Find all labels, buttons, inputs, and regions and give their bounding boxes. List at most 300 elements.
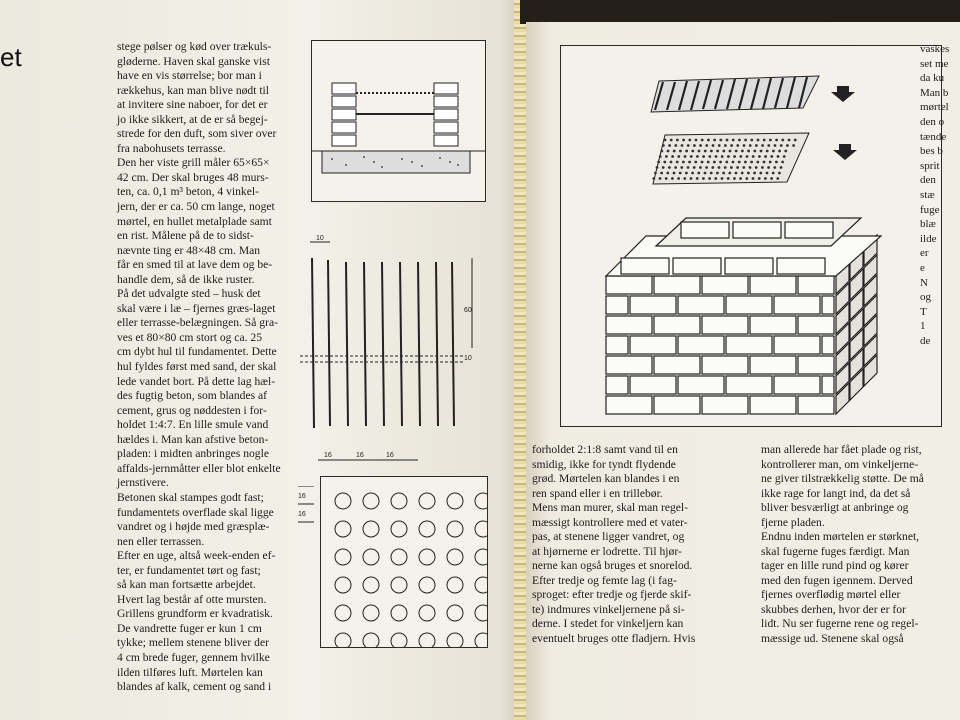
plate-dot — [761, 144, 764, 147]
plate-dot — [772, 150, 775, 153]
brick — [774, 296, 820, 314]
text-line: ilden tilføres luft. Mørtelen kan — [117, 665, 263, 679]
plate-dot — [750, 161, 753, 164]
text-line: en rist. Målene på de to sidst- — [117, 229, 254, 243]
plate-dot — [676, 139, 679, 142]
plate-dot — [741, 172, 744, 175]
plate-dot — [781, 161, 784, 164]
plate-dot — [664, 139, 667, 142]
brick — [606, 316, 652, 334]
plate-hole — [447, 549, 463, 565]
text-line: ikke rage for langt ind, da det så — [761, 486, 911, 500]
plate-dot — [660, 150, 663, 153]
text-line: 42 cm. Der skal bruges 48 murs- — [117, 170, 269, 184]
background-table — [520, 0, 960, 24]
plate-dot — [687, 166, 690, 169]
brick — [798, 316, 834, 334]
text-line: ne giver tilstrækkelig støtte. De må — [761, 472, 924, 485]
text-line: at hjørnerne er lodrette. Til hjør- — [532, 544, 682, 558]
plate-dot — [769, 139, 772, 142]
plate-dot — [679, 172, 682, 175]
brick — [750, 356, 796, 374]
text-line: Efter en uge, altså week-enden ef- — [117, 549, 276, 563]
text-line: blandes af kalk, cement og sand i — [117, 680, 272, 694]
side-label-a: 16 — [298, 493, 306, 500]
plate-hole — [475, 549, 487, 565]
text-line: rækkehus, kan man blive nødt til — [117, 83, 269, 97]
text-line: mørtel — [920, 101, 949, 114]
height-10-label: 10 — [464, 355, 472, 362]
brick — [702, 316, 748, 334]
plate-dot — [736, 144, 739, 147]
grill-illustration — [560, 45, 942, 427]
plate-dot — [735, 172, 738, 175]
plate-dot — [738, 139, 741, 142]
plate-dot — [739, 177, 742, 180]
text-line: strede for den duft, som siver over — [117, 127, 277, 141]
brick — [606, 336, 628, 354]
plate-dot — [727, 177, 730, 180]
text-line: smidig, ikke for tyndt flydende — [532, 457, 676, 471]
plate-hole — [335, 493, 351, 509]
text-line: 4 cm brede fuger, gennem hvilke — [117, 650, 270, 664]
plate-dot — [767, 144, 770, 147]
plate-dot — [783, 155, 786, 158]
plate-dot — [659, 177, 662, 180]
text-line: affalds-jernmåtter eller blot enkelte — [117, 461, 281, 475]
plate-hole — [419, 577, 435, 593]
plate-dot — [774, 144, 777, 147]
brick — [733, 222, 781, 238]
plate-dot — [732, 161, 735, 164]
plate-dot — [735, 150, 738, 153]
text-line: ves et 80×80 cm stort og ca. 25 — [117, 330, 262, 344]
plate-dot — [713, 161, 716, 164]
text-line: man allerede har fået plade og rist, — [761, 443, 922, 456]
plate-dot — [752, 155, 755, 158]
brick — [798, 356, 834, 374]
text-line: kontrollerer man, om vinkeljerne- — [761, 457, 919, 471]
plate-hole — [391, 549, 407, 565]
plate-hole — [391, 493, 407, 509]
plate-dot — [704, 172, 707, 175]
plate-hole — [475, 577, 487, 593]
plate-dot — [694, 161, 697, 164]
plate-hole — [419, 605, 435, 621]
plate-dot — [747, 172, 750, 175]
plate-dot — [714, 177, 717, 180]
plate-dot — [753, 150, 756, 153]
text-line: sprit — [920, 159, 940, 172]
plate-dot — [780, 166, 783, 169]
plate-hole — [447, 577, 463, 593]
plate-dot — [657, 161, 660, 164]
text-line: bes b — [920, 145, 943, 158]
text-line: ilde — [920, 232, 937, 245]
brick — [822, 336, 834, 354]
plate-dot — [654, 172, 657, 175]
plate-dot — [755, 144, 758, 147]
side-label-b: 16 — [298, 511, 306, 518]
brick — [654, 276, 700, 294]
brick — [726, 376, 772, 394]
plate-dot — [721, 177, 724, 180]
plate-dot — [756, 161, 759, 164]
grill-section-drawing — [312, 41, 485, 201]
plate-hole — [419, 521, 435, 537]
plate-dot — [711, 166, 714, 169]
brick — [621, 258, 669, 274]
plate-dot — [666, 172, 669, 175]
plate-dot — [755, 166, 758, 169]
plate-dot — [766, 172, 769, 175]
plate-side-labels — [294, 486, 316, 526]
spacing-label-2: 16 — [356, 452, 364, 459]
brick — [606, 296, 628, 314]
text-line: fundamentets overflade skal ligge — [117, 505, 274, 519]
plate-dot — [676, 161, 679, 164]
plate-dot — [767, 166, 770, 169]
text-line: da ku — [920, 72, 945, 85]
brick — [606, 276, 652, 294]
plate-dot — [766, 150, 769, 153]
brick — [702, 276, 748, 294]
text-line: vaskes — [920, 43, 950, 55]
plate-dot — [781, 139, 784, 142]
right-page-margin-text — [920, 42, 960, 348]
brick — [750, 396, 796, 414]
plate-dot — [673, 150, 676, 153]
plate-dot — [739, 155, 742, 158]
plate-dot — [707, 161, 710, 164]
plate-hole — [391, 633, 407, 647]
plate-dot — [662, 166, 665, 169]
brick — [798, 276, 834, 294]
brick — [681, 222, 729, 238]
plate-dot — [665, 177, 668, 180]
plate-dot — [671, 155, 674, 158]
plate-dot — [698, 150, 701, 153]
text-line: er — [920, 247, 929, 260]
plate-dot — [682, 161, 685, 164]
text-line: pas, at stenene ligger vandret, og — [532, 530, 685, 543]
text-line: mørtel, en hullet metalplade samt — [117, 214, 272, 228]
plate-dot — [719, 161, 722, 164]
plate-dot — [780, 144, 783, 147]
text-line: Endnu inden mørtelen er størknet, — [761, 530, 920, 543]
brick — [822, 376, 834, 394]
plate-hole — [419, 549, 435, 565]
brick — [654, 356, 700, 374]
height-60-label: 60 — [464, 307, 472, 314]
plate-dot — [722, 150, 725, 153]
plate-dot — [708, 155, 711, 158]
plate-dot — [763, 161, 766, 164]
plate-dot — [663, 161, 666, 164]
text-line: nævnte ting er 48×48 cm. Man — [117, 243, 261, 257]
plate-dot — [745, 177, 748, 180]
plate-dot — [701, 139, 704, 142]
grill-section-diagram — [311, 40, 486, 202]
plate-dot — [691, 150, 694, 153]
text-line: at invitere sine naboer, for det er — [117, 98, 268, 112]
plate-hole — [363, 605, 379, 621]
text-line: den — [920, 174, 936, 187]
plate-dot — [773, 166, 776, 169]
plate-dot — [788, 139, 791, 142]
text-line: stæ — [920, 188, 935, 201]
text-line: fjerne pladen. — [761, 515, 825, 529]
plate-dot — [724, 166, 727, 169]
text-line: gløderne. Haven skal ganske vist — [117, 54, 270, 68]
text-line: tager en lille rund pind og kører — [761, 559, 909, 572]
plate-dot — [752, 177, 755, 180]
text-line: ter, er fundamentet tørt og fast; — [117, 563, 261, 577]
text-line: lede vandet bort. På dette lag hæl- — [117, 374, 276, 388]
plate-dot — [690, 177, 693, 180]
text-line: den o — [920, 115, 945, 128]
plate-dot — [732, 139, 735, 142]
plate-dot — [728, 172, 731, 175]
text-line: derne. I stedet for vinkeljern kan — [532, 617, 684, 630]
plate-dot — [699, 166, 702, 169]
heading-fragment: et — [0, 42, 22, 72]
plate-hole — [363, 493, 379, 509]
plate-dot — [687, 144, 690, 147]
plate-dot — [769, 161, 772, 164]
plate-dot — [786, 144, 789, 147]
text-line: jo ikke sikkert, at de er så begej- — [117, 112, 268, 126]
plate-dot — [749, 166, 752, 169]
plate-dot — [753, 172, 756, 175]
text-line: mæssigt kontrollere med et vater- — [532, 515, 688, 529]
text-line: ten, ca. 0,1 m³ beton, 4 vinkel- — [117, 185, 259, 199]
text-line: skal fugerne fuges færdigt. Man — [761, 544, 910, 558]
plate-dot — [690, 155, 693, 158]
perforated-plate-drawing — [321, 477, 487, 647]
plate-dot — [727, 155, 730, 158]
brick — [702, 396, 748, 414]
plate-dot — [705, 144, 708, 147]
plate-hole — [447, 605, 463, 621]
right-page-column-2 — [761, 443, 960, 646]
plate-dot — [759, 172, 762, 175]
right-page — [526, 22, 960, 720]
plate-hole — [335, 521, 351, 537]
text-line: have en vis størrelse; bor man i — [117, 69, 262, 83]
spacing-labels — [318, 448, 438, 472]
text-line: Grillens grundform er kvadratisk. — [117, 607, 273, 621]
plate-dot — [716, 150, 719, 153]
plate-dot — [710, 150, 713, 153]
text-line: 1 — [920, 320, 926, 333]
text-line: ren spand eller i en trillebør. — [532, 486, 663, 500]
brick — [750, 316, 796, 334]
plate-hole — [475, 493, 487, 509]
plate-dot — [733, 177, 736, 180]
plate-dot — [749, 144, 752, 147]
brick — [606, 376, 628, 394]
plate-dot — [668, 144, 671, 147]
plate-dot — [730, 166, 733, 169]
plate-dot — [719, 139, 722, 142]
brick — [774, 336, 820, 354]
text-line: des fugtig beton, som blandes af — [117, 389, 268, 403]
plate-dot — [656, 166, 659, 169]
text-line: De vandrette fuger er kun 1 cm — [117, 621, 262, 635]
plate-dot — [670, 161, 673, 164]
text-line: mæssige ud. Stenene skal også — [761, 631, 904, 645]
text-line: jernstivere. — [117, 476, 169, 490]
plate-dot — [685, 150, 688, 153]
middle-column-text — [117, 40, 302, 695]
grate-diagram — [300, 228, 486, 443]
brick — [750, 276, 796, 294]
plate-hole — [419, 493, 435, 509]
plate-dot — [715, 155, 718, 158]
plate-dot — [775, 161, 778, 164]
plate-dot — [682, 139, 685, 142]
text-line: te) indmures vinkeljernene på si- — [532, 602, 685, 616]
text-line: så kan man fortsætte arbejdet. — [117, 578, 256, 592]
plate-dot — [693, 166, 696, 169]
plate-dot — [718, 166, 721, 169]
plate-dot — [693, 144, 696, 147]
text-line: set me — [920, 57, 949, 70]
plate-dot — [652, 177, 655, 180]
plate-dot — [744, 161, 747, 164]
plate-dot — [679, 150, 682, 153]
plate-dot — [671, 177, 674, 180]
text-line: Den her viste grill måler 65×65× — [117, 156, 270, 170]
plate-dot — [670, 139, 673, 142]
text-line: hul fyldes først med sand, der skal — [117, 360, 277, 374]
brick — [654, 396, 700, 414]
brick — [678, 376, 724, 394]
brick — [606, 396, 652, 414]
right-page-column-1 — [532, 443, 737, 646]
text-line: skubbes derhen, hvor der er for — [761, 602, 906, 616]
plate-hole — [419, 633, 435, 647]
plate-dot — [702, 155, 705, 158]
plate-dot — [674, 166, 677, 169]
plate-dot — [691, 172, 694, 175]
plate-dot — [743, 144, 746, 147]
text-line: nen eller terrassen. — [117, 534, 205, 548]
plate-hole — [363, 549, 379, 565]
brick — [654, 316, 700, 334]
plate-dot — [685, 172, 688, 175]
width-label: 10 — [316, 235, 324, 242]
text-line: eventuelt bruges otte fladjern. Hvis — [532, 631, 696, 645]
text-line: vandret og i højde med græsplæ- — [117, 520, 270, 534]
text-line: de — [920, 334, 931, 347]
brick — [630, 376, 676, 394]
text-line: hældes i. Man kan afstive beton- — [117, 432, 269, 446]
text-line: med den fugen igennem. Derved — [761, 573, 913, 587]
text-line: cm dybt hul til fundamentet. Dette — [117, 345, 277, 359]
plate-dot — [744, 139, 747, 142]
text-line: cement, grus og nøddesten i for- — [117, 403, 267, 417]
plate-hole — [335, 577, 351, 593]
plate-dot — [713, 139, 716, 142]
plate-dot — [742, 166, 745, 169]
text-line: jern, der er ca. 50 cm lange, noget — [117, 200, 275, 214]
plate-dot — [668, 166, 671, 169]
text-line: e — [920, 261, 925, 274]
plate-dot — [725, 161, 728, 164]
brick — [673, 258, 721, 274]
brick — [606, 356, 652, 374]
plate-dot — [681, 144, 684, 147]
plate-dot — [710, 172, 713, 175]
plate-hole — [363, 633, 379, 647]
plate-hole — [363, 521, 379, 537]
brick — [822, 296, 834, 314]
plate-dot — [718, 144, 721, 147]
plate-dot — [699, 144, 702, 147]
plate-dot — [701, 161, 704, 164]
plate-dot — [758, 177, 761, 180]
plate-dot — [794, 139, 797, 142]
plate-dot — [760, 150, 763, 153]
plate-dot — [677, 177, 680, 180]
brick-grill-drawing — [561, 46, 941, 426]
arrow-down-icon — [831, 86, 855, 102]
plate-dot — [763, 139, 766, 142]
plate-dot — [750, 139, 753, 142]
text-line: holdet 1:4:7. En lille smule vand — [117, 418, 269, 432]
plate-dot — [697, 172, 700, 175]
plate-dot — [688, 139, 691, 142]
plate-dot — [784, 150, 787, 153]
plate-dot — [680, 166, 683, 169]
plate-dot — [772, 172, 775, 175]
text-line: Hvert lag består af otte mursten. — [117, 592, 267, 606]
text-line: T — [920, 305, 927, 318]
text-line: Efter tredje og femte lag (i fag- — [532, 573, 677, 587]
plate-dot — [792, 144, 795, 147]
plate-dot — [721, 155, 724, 158]
plate-dot — [707, 139, 710, 142]
plate-dot — [764, 155, 767, 158]
text-line: handle dem, så de ikke ruster. — [117, 272, 255, 286]
plate-dot — [716, 172, 719, 175]
brick — [777, 258, 825, 274]
brick — [678, 296, 724, 314]
plate-dot — [777, 155, 780, 158]
plate-dot — [770, 177, 773, 180]
plate-dot — [736, 166, 739, 169]
plate-dot — [695, 139, 698, 142]
plate-dot — [674, 144, 677, 147]
plate-dot — [708, 177, 711, 180]
brick — [726, 336, 772, 354]
plate-dot — [683, 177, 686, 180]
plate-hole — [475, 633, 487, 647]
plate-hole — [335, 633, 351, 647]
plate-dot — [764, 177, 767, 180]
text-line: Man b — [920, 86, 949, 99]
text-line: får en smed til at lave dem og be- — [117, 258, 273, 272]
plate-dot — [659, 155, 662, 158]
plate-hole — [363, 577, 379, 593]
plate-dot — [757, 139, 760, 142]
plate-hole — [475, 605, 487, 621]
plate-hole — [391, 605, 407, 621]
text-line: forholdet 2:1:8 samt vand til en — [532, 443, 678, 456]
brick — [678, 336, 724, 354]
